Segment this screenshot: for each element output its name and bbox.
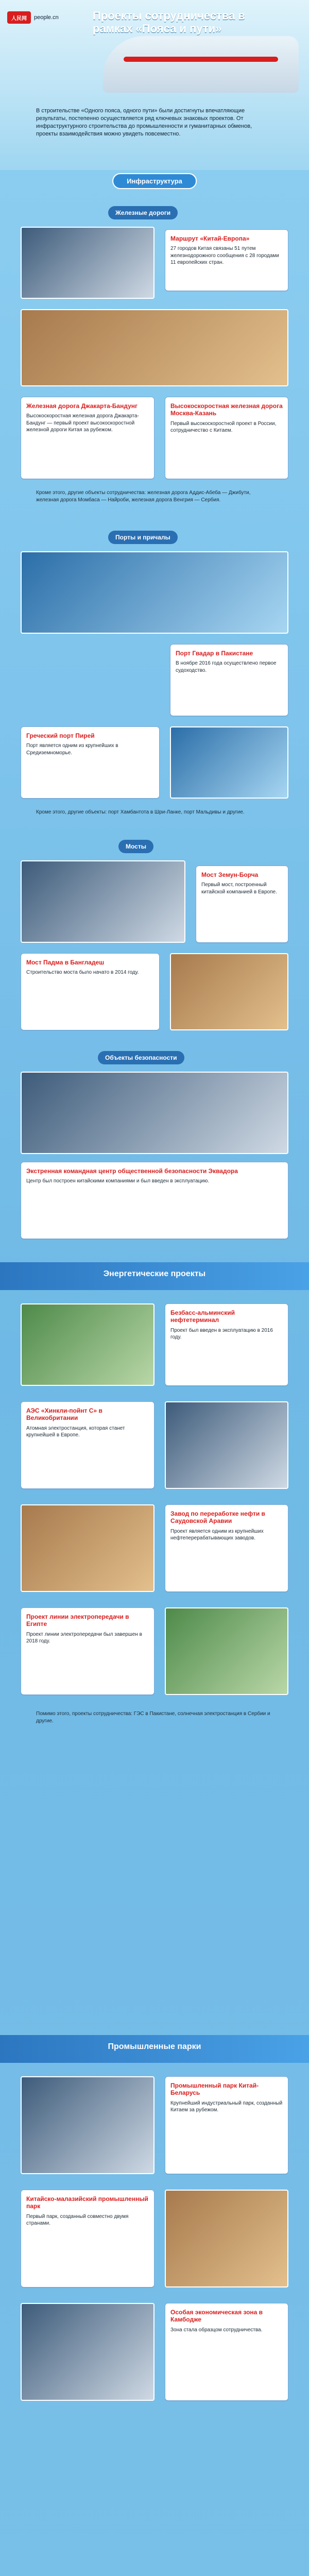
industrial-1-text: Крупнейший индустриальный парк, созданный Китаем за рубежом. [170,2100,283,2113]
subsection-railways: Железные дороги [108,206,178,219]
energy-ribbon [0,1262,309,1290]
security-photo [21,1072,288,1154]
railways-photo-2 [21,309,288,386]
bridge-card-2 [21,953,160,1030]
section-infrastructure: Инфраструктура [112,173,197,189]
ports-photo-2 [170,726,288,799]
industrial-card-3 [165,2303,288,2401]
energy-4-text: Проект линии электропередачи был завершен в 2018 году. [26,1631,142,1645]
energy-photo-1 [21,1303,154,1386]
industrial-photo-3 [21,2303,154,2401]
page-title: Проекты сотрудничества в рамках «Пояса и пути» [93,9,245,36]
industrial-card-1 [165,2076,288,2174]
high-speed-train-illustration [103,36,299,93]
railway-card-2 [21,397,154,479]
energy-2-text: Атомная электростанция, которая станет крупнейшей в Европе. [26,1425,125,1438]
energy-3-text: Проект является одним из крупнейших нефтеперерабатывающих заводов. [170,1528,264,1541]
infrastructure-section [0,170,309,1046]
energy-photo-3 [21,1504,154,1592]
logo-text: people.cn [34,14,59,21]
bridge-1-text: Первый мост, построенный китайской компанией в Европе. [201,882,277,895]
bridge-2-title: Мост Падма в Бангладеш [26,959,105,966]
port-card-1 [170,644,288,716]
energy-card-1 [165,1303,288,1386]
bridges-photo-2 [170,953,288,1030]
brand-logo[interactable] [7,7,84,28]
railways-photo-1 [21,227,154,299]
industrial-photo-1 [21,2076,154,2174]
ports-footnote: Кроме этого, другие объекты: порт Хамбантота в Шри-Ланке, порт Мальдивы и другие. [36,809,245,815]
subsection-ports: Порты и причалы [108,531,178,544]
railway-3-text: Первый высокоскоростной проект в России, сотрудничество с Китаем. [170,420,277,434]
energy-4-title: Проект линии электропередачи в Египте [26,1613,129,1628]
bridge-card-1 [196,866,288,943]
industrial-2-text: Первый парк, созданный совместно двумя странами. [26,2213,129,2227]
security-title: Экстренная командная центр общественной безопасности Эквадора [26,1167,238,1175]
energy-title: Энергетические проекты [103,1269,206,1278]
bridge-2-text: Строительство моста было начато в 2014 году. [26,970,139,976]
security-section [0,1046,309,1262]
subsection-security: Объекты безопасности [98,1051,184,1064]
industrial-1-title: Промышленный парк Китай-Беларусь [170,2082,259,2097]
port-1-title: Порт Гвадар в Пакистане [176,650,253,657]
railway-3-title: Высокоскоростная железная дорога Москва-Казань [170,402,283,417]
port-1-text: В ноябре 2016 года осуществлено первое судоходство. [176,660,277,673]
subsection-bridges: Мосты [118,840,153,853]
energy-photo-2 [165,1401,288,1489]
logo-badge: 人民网 [7,11,31,24]
industrial-3-title: Особая экономическая зона в Камбодже [170,2309,263,2324]
energy-section [0,1262,309,2035]
industrial-card-2 [21,2190,154,2287]
railway-1-title: Маршрут «Китай-Европа» [170,235,250,242]
industrial-2-title: Китайско-малазийский промышленный парк [26,2195,148,2210]
ports-photo-1 [21,551,288,634]
energy-card-4 [21,1607,154,1695]
industrial-ribbon [0,2035,309,2063]
energy-footnote: Помимо этого, проекты сотрудничества: ГЭС в Пакистане, солнечная электростанция в Сербии и другие. [36,1711,270,1724]
energy-2-title: АЭС «Хинкли-пойнт С» в Великобритании [26,1407,102,1422]
railway-2-text: Высокоскоростная железная дорога Джакарта-Бандунг — первый проект высокоскоростной железной дороги Китая за рубежом. [26,413,139,433]
industrial-title: Промышленные парки [108,2042,201,2051]
energy-1-text: Проект был введен в эксплуатацию в 2016 году. [170,1327,273,1341]
industrial-photo-2 [165,2190,288,2287]
energy-card-2 [21,1401,154,1489]
industrial-section [0,2035,309,2576]
energy-card-3 [165,1504,288,1592]
port-2-title: Греческий порт Пирей [26,732,95,739]
port-card-2 [21,726,160,799]
railway-2-title: Железная дорога Джакарта-Бандунг [26,402,138,410]
railway-card-1 [165,229,288,291]
railway-card-3 [165,397,288,479]
industrial-3-text: Зона стала образцом сотрудничества. [170,2327,263,2333]
railways-footnote: Кроме этого, другие объекты сотрудничества: железная дорога Аддис-Абеба — Джибути, железная дорога Момбаса — Найроби, железная дорога Венгрия — Сербия. [36,490,251,503]
energy-3-title: Завод по переработке нефти в Саудовской Аравии [170,1510,265,1525]
energy-1-title: Безбасс-альминский нефтетерминал [170,1309,235,1324]
port-2-text: Порт является одним из крупнейших в Средиземноморье. [26,743,118,756]
security-card [21,1162,288,1239]
security-text: Центр был построен китайскими компаниями и был введен в эксплуатацию. [26,1178,210,1184]
energy-photo-4 [165,1607,288,1695]
intro-text: В строительстве «Одного пояса, одного пути» были достигнуты впечатляющие результаты, постепенно осуществляется ряд ключевых знаковых проектов. От инфраструктурного строительства до промышленности и гуманитарных обменов, проекты взаимодействия можно увидеть повсеместно. [36,108,252,137]
header [0,0,309,170]
bridges-photo-1 [21,860,185,943]
bridge-1-title: Мост Земун-Борча [201,871,259,878]
railway-1-text: 27 городов Китая связаны 51 путем железнодорожного сообщения с 28 городами 11 европейских стран. [170,246,279,266]
